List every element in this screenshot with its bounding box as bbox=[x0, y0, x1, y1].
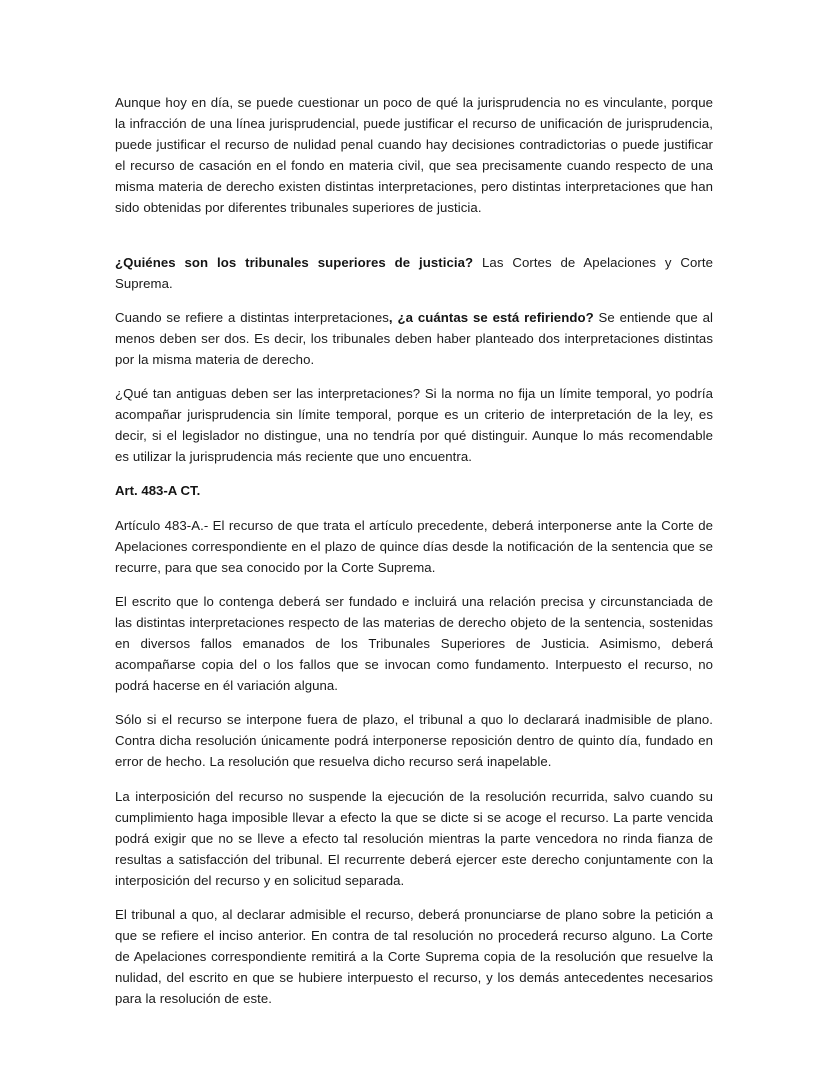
paragraph-fuera-de-plazo: Sólo si el recurso se interpone fuera de plazo, el tribunal a quo lo declarará inadmisible de plano. Contra dicha resolución únicamente podrá interponerse reposición dentro de quinto día, fundado en error de hecho. La resolución que resuelva dicho recurso será inapelable. bbox=[115, 712, 713, 770]
paragraph-cuantas-interpretaciones bbox=[115, 307, 713, 370]
paragraph-escrito-fundado: El escrito que lo contenga deberá ser fundado e incluirá una relación precisa y circunstanciada de las distintas interpretaciones respecto de las materias de derecho objeto de la sentencia, sostenidas en diversos fallos emanados de los Tribunales Superiores de Justicia. Asimismo, deberá acompañarse copia del o los fallos que se invocan como fundamento. Interpuesto el recurso, no podrá hacerse en él variación alguna. bbox=[115, 593, 713, 694]
paragraph-intro-jurisprudencia: Aunque hoy en día, se puede cuestionar un poco de qué la jurisprudencia no es vinculante, porque la infracción de una línea jurisprudencial, puede justificar el recurso de unificación de jurisprudencia, puede justificar el recurso de nulidad penal cuando hay decisiones contradictorias o puede justificar el recurso de casación en el fondo en materia civil, que sea precisamente cuando respecto de una misma materia de derecho existen distintas interpretaciones, pero distintas interpretaciones que han sido obtenidas por diferentes tribunales superiores de justicia. bbox=[115, 95, 713, 216]
heading-art-483-a-ct: Art. 483-A CT. bbox=[115, 483, 201, 499]
answer-quienes-tribunales: Las Cortes de Apelaciones y Corte Suprema. bbox=[115, 254, 713, 291]
document-body bbox=[115, 92, 713, 1023]
paragraph-tribunal-a-quo-admisible: El tribunal a quo, al declarar admisible el recurso, deberá pronunciarse de plano sobre la petición a que se refiere el inciso anterior. En contra de tal resolución no procederá recurso alguno. La Corte de Apelaciones correspondiente remitirá a la Corte Suprema copia de la resolución que resuelve la nulidad, del escrito en que se hubiere interpuesto el recurso, y los demás antecedentes necesarios para la resolución de este. bbox=[115, 907, 713, 1007]
question-lead-quienes: ¿Quiénes son los tribunales superiores de justicia? bbox=[115, 254, 474, 270]
paragraph-quienes-tribunales bbox=[115, 252, 713, 294]
paragraph-antiguedad-interpretaciones: ¿Qué tan antiguas deben ser las interpretaciones? Si la norma no fija un límite temporal, yo podría acompañar jurisprudencia sin límite temporal, porque es un criterio de interpretación de la ley, es decir, si el legislador no distingue, una no tendría por qué distinguir. Aunque lo más recomendable es utilizar la jurisprudencia más reciente que uno encuentra. bbox=[115, 386, 713, 465]
question-bold-cuantas: , ¿a cuántas se está refiriendo? bbox=[388, 309, 594, 325]
paragraph-articulo-483a-inciso1: Artículo 483-A.- El recurso de que trata el artículo precedente, deberá interponerse ante la Corte de Apelaciones correspondiente en el plazo de quince días desde la notificación de la sentencia que se recurre, para que sea conocido por la Corte Suprema. bbox=[115, 517, 713, 575]
paragraph-interposicion-no-suspende: La interposición del recurso no suspende la ejecución de la resolución recurrida, salvo cuando su cumplimiento haga imposible llevar a efecto la que se dicte si se acoge el recurso. La parte vencida podrá exigir que no se lleve a efecto tal resolución mientras la parte vencedora no rinda fianza de resultas a satisfacción del tribunal. El recurrente deberá ejercer este derecho conjuntamente con la interposición del recurso y en solicitud separada. bbox=[115, 788, 713, 888]
text-before-bold: Cuando se refiere a distintas interpretaciones bbox=[115, 309, 389, 325]
text-after-bold: Se entiende que al menos deben ser dos. Es decir, los tribunales deben haber planteado dos interpretaciones distintas por la misma materia de derecho. bbox=[115, 309, 714, 367]
